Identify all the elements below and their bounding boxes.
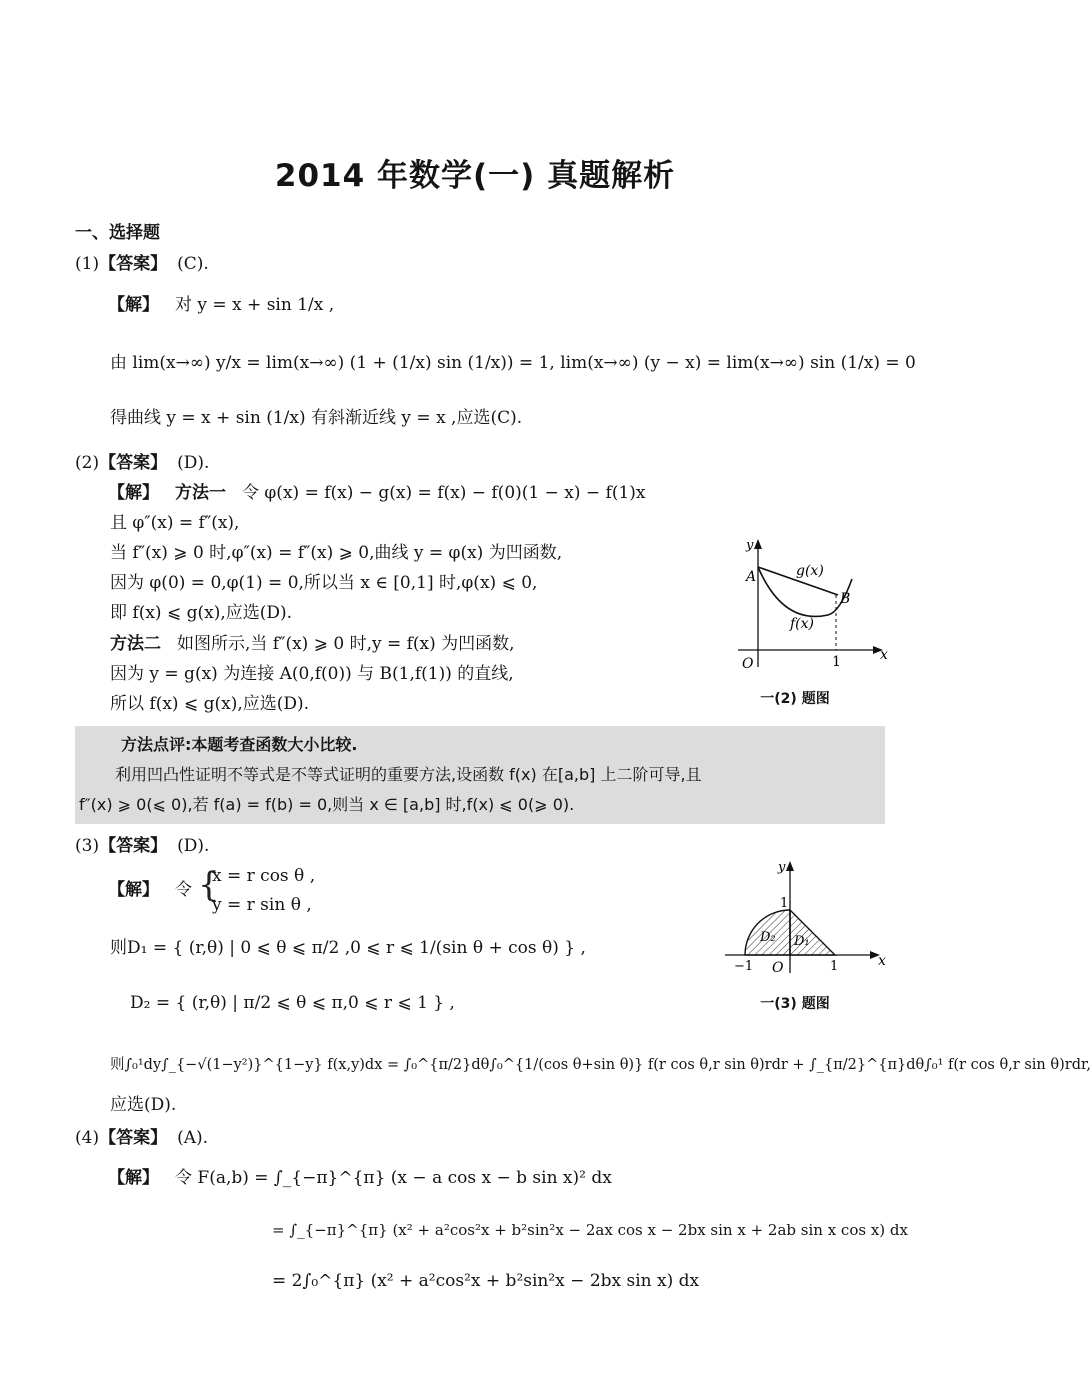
q2-fig-b-label: B	[840, 591, 851, 607]
review-text-1: 利用凹凸性证明不等式是不等式证明的重要方法,设函数 f(x) 在[a,b] 上二阶可导,且	[115, 765, 702, 784]
q3-figure	[720, 855, 890, 980]
q3-fig-d1-label: D₁	[794, 934, 810, 949]
q2-text-7: 因为 y = g(x) 为连接 A(0,f(0)) 与 B(1,f(1)) 的直线,	[110, 664, 514, 684]
q2-text-6: 如图所示,当 f″(x) ⩾ 0 时,y = f(x) 为凹函数,	[177, 634, 515, 654]
q3-fig-one-y-label: 1	[780, 896, 789, 911]
q1-number: (1)	[75, 254, 100, 274]
q2-fig-y-label: y	[746, 538, 754, 553]
q2-fig-a-label: A	[746, 569, 757, 585]
q1-text-2: 由 lim(x→∞) y/x = lim(x→∞) (1 + (1/x) sin (1/x)) = 1, lim(x→∞) (y − x) = lim(x→∞) sin (1/x) = 0	[110, 353, 916, 373]
q3-text-3: D₂ = { (r,θ) | π/2 ⩽ θ ⩽ π,0 ⩽ r ⩽ 1 } ,	[130, 993, 455, 1013]
q4-solution-line-1	[108, 1165, 612, 1191]
q3-fig-y-label: y	[778, 860, 786, 875]
q3-text-4: 则∫₀¹dy∫_{−√(1−y²)}^{1−y} f(x,y)dx = ∫₀^{π/2}dθ∫₀^{1/(cos θ+sin θ)} f(r cos θ,r sin θ)rdr + ∫_{π/2}^{π}dθ∫₀¹ f(r cos θ,r sin θ)rdr,	[110, 1057, 1091, 1073]
q3-solution-label: 【解】	[108, 880, 159, 900]
q2-answer-label: 【答案】	[99, 453, 168, 473]
q1-answer-label: 【答案】	[99, 254, 168, 274]
q4-answer-line	[75, 1125, 208, 1151]
q4-answer-label: 【答案】	[99, 1128, 168, 1148]
q3-brace-icon: {	[198, 865, 220, 905]
q3-answer-line	[75, 833, 209, 859]
q4-text-1: 令 F(a,b) = ∫_{−π}^{π} (x − a cos x − b sin x)² dx	[175, 1168, 612, 1188]
q3-fig-origin-label: O	[772, 960, 784, 976]
q2-text-3: 当 f″(x) ⩾ 0 时,φ″(x) = f″(x) ⩾ 0,曲线 y = φ(x) 为凹函数,	[110, 543, 563, 563]
q2-fig-origin-label: O	[742, 656, 754, 672]
q2-number: (2)	[75, 453, 100, 473]
q3-fig-one-x-label: 1	[830, 959, 839, 974]
review-text-2: f″(x) ⩾ 0(⩽ 0),若 f(a) = f(b) = 0,则当 x ∈ [a,b] 时,f(x) ⩽ 0(⩾ 0).	[79, 795, 575, 814]
q2-solution-label: 【解】	[108, 483, 159, 503]
q1-solution-line-1	[108, 292, 334, 318]
q4-answer: (A).	[177, 1128, 209, 1148]
q1-text-3: 得曲线 y = x + sin (1/x) 有斜渐近线 y = x ,应选(C).	[110, 408, 523, 428]
page-title: 2014 年数学(一) 真题解析	[274, 158, 676, 194]
q1-solution-label: 【解】	[108, 295, 159, 315]
section-heading: 一、选择题	[75, 223, 160, 243]
q4-solution-label: 【解】	[108, 1168, 159, 1188]
q2-method-2-label: 方法二	[110, 634, 161, 654]
q2-fig-g-label: g(x)	[796, 563, 824, 579]
q1-text-1: 对 y = x + sin 1/x ,	[175, 295, 335, 315]
q3-text-1b: y = r sin θ ,	[212, 895, 312, 915]
q2-text-4: 因为 φ(0) = 0,φ(1) = 0,所以当 x ∈ [0,1] 时,φ(x) ⩽ 0,	[110, 573, 538, 593]
q2-answer: (D).	[177, 453, 210, 473]
q3-fig-d2-label: D₂	[760, 930, 776, 945]
q3-let: 令	[175, 880, 192, 900]
q2-fig-x-label: x	[880, 647, 888, 663]
q3-fig-y-arrow	[786, 861, 794, 871]
q4-number: (4)	[75, 1128, 100, 1148]
q3-number: (3)	[75, 836, 100, 856]
q3-text-2: 则D₁ = { (r,θ) | 0 ⩽ θ ⩽ π/2 ,0 ⩽ r ⩽ 1/(sin θ + cos θ) } ,	[110, 938, 586, 958]
q2-text-5: 即 f(x) ⩽ g(x),应选(D).	[110, 603, 293, 623]
q2-text-8: 所以 f(x) ⩽ g(x),应选(D).	[110, 694, 310, 714]
q3-text-5: 应选(D).	[110, 1095, 177, 1115]
q1-answer: (C).	[177, 254, 209, 274]
q2-fig-y-arrow	[754, 539, 762, 549]
q3-figure-caption: 一(3) 题图	[760, 996, 830, 1012]
method-review-box	[75, 726, 885, 824]
q4-text-3: = 2∫₀^{π} (x² + a²cos²x + b²sin²x − 2bx sin x) dx	[272, 1271, 700, 1291]
review-title: 方法点评:本题考查函数大小比较.	[121, 735, 358, 754]
q2-fig-one-label: 1	[832, 654, 841, 670]
q4-text-2: = ∫_{−π}^{π} (x² + a²cos²x + b²sin²x − 2ax cos x − 2bx sin x + 2ab sin x cos x) dx	[272, 1221, 908, 1239]
q3-solution-label-line	[108, 877, 192, 903]
q2-fig-f-label: f(x)	[790, 616, 815, 632]
q3-answer-label: 【答案】	[99, 836, 168, 856]
q3-fig-neg-one-label: −1	[734, 959, 754, 974]
q3-fig-x-label: x	[878, 953, 886, 969]
q2-method-1-label: 方法一	[175, 483, 226, 503]
q2-figure-caption: 一(2) 题图	[760, 691, 830, 707]
q2-figure	[728, 535, 893, 675]
q2-method-2-line	[110, 631, 515, 657]
q3-text-1a: x = r cos θ ,	[212, 866, 316, 886]
q2-answer-line	[75, 450, 209, 476]
q2-solution-line-1	[108, 480, 646, 506]
q3-answer: (D).	[177, 836, 210, 856]
q2-text-1: 令 φ(x) = f(x) − g(x) = f(x) − f(0)(1 − x) − f(1)x	[242, 483, 646, 503]
q2-text-2: 且 φ″(x) = f″(x),	[110, 513, 240, 533]
q1-answer-line	[75, 251, 209, 277]
